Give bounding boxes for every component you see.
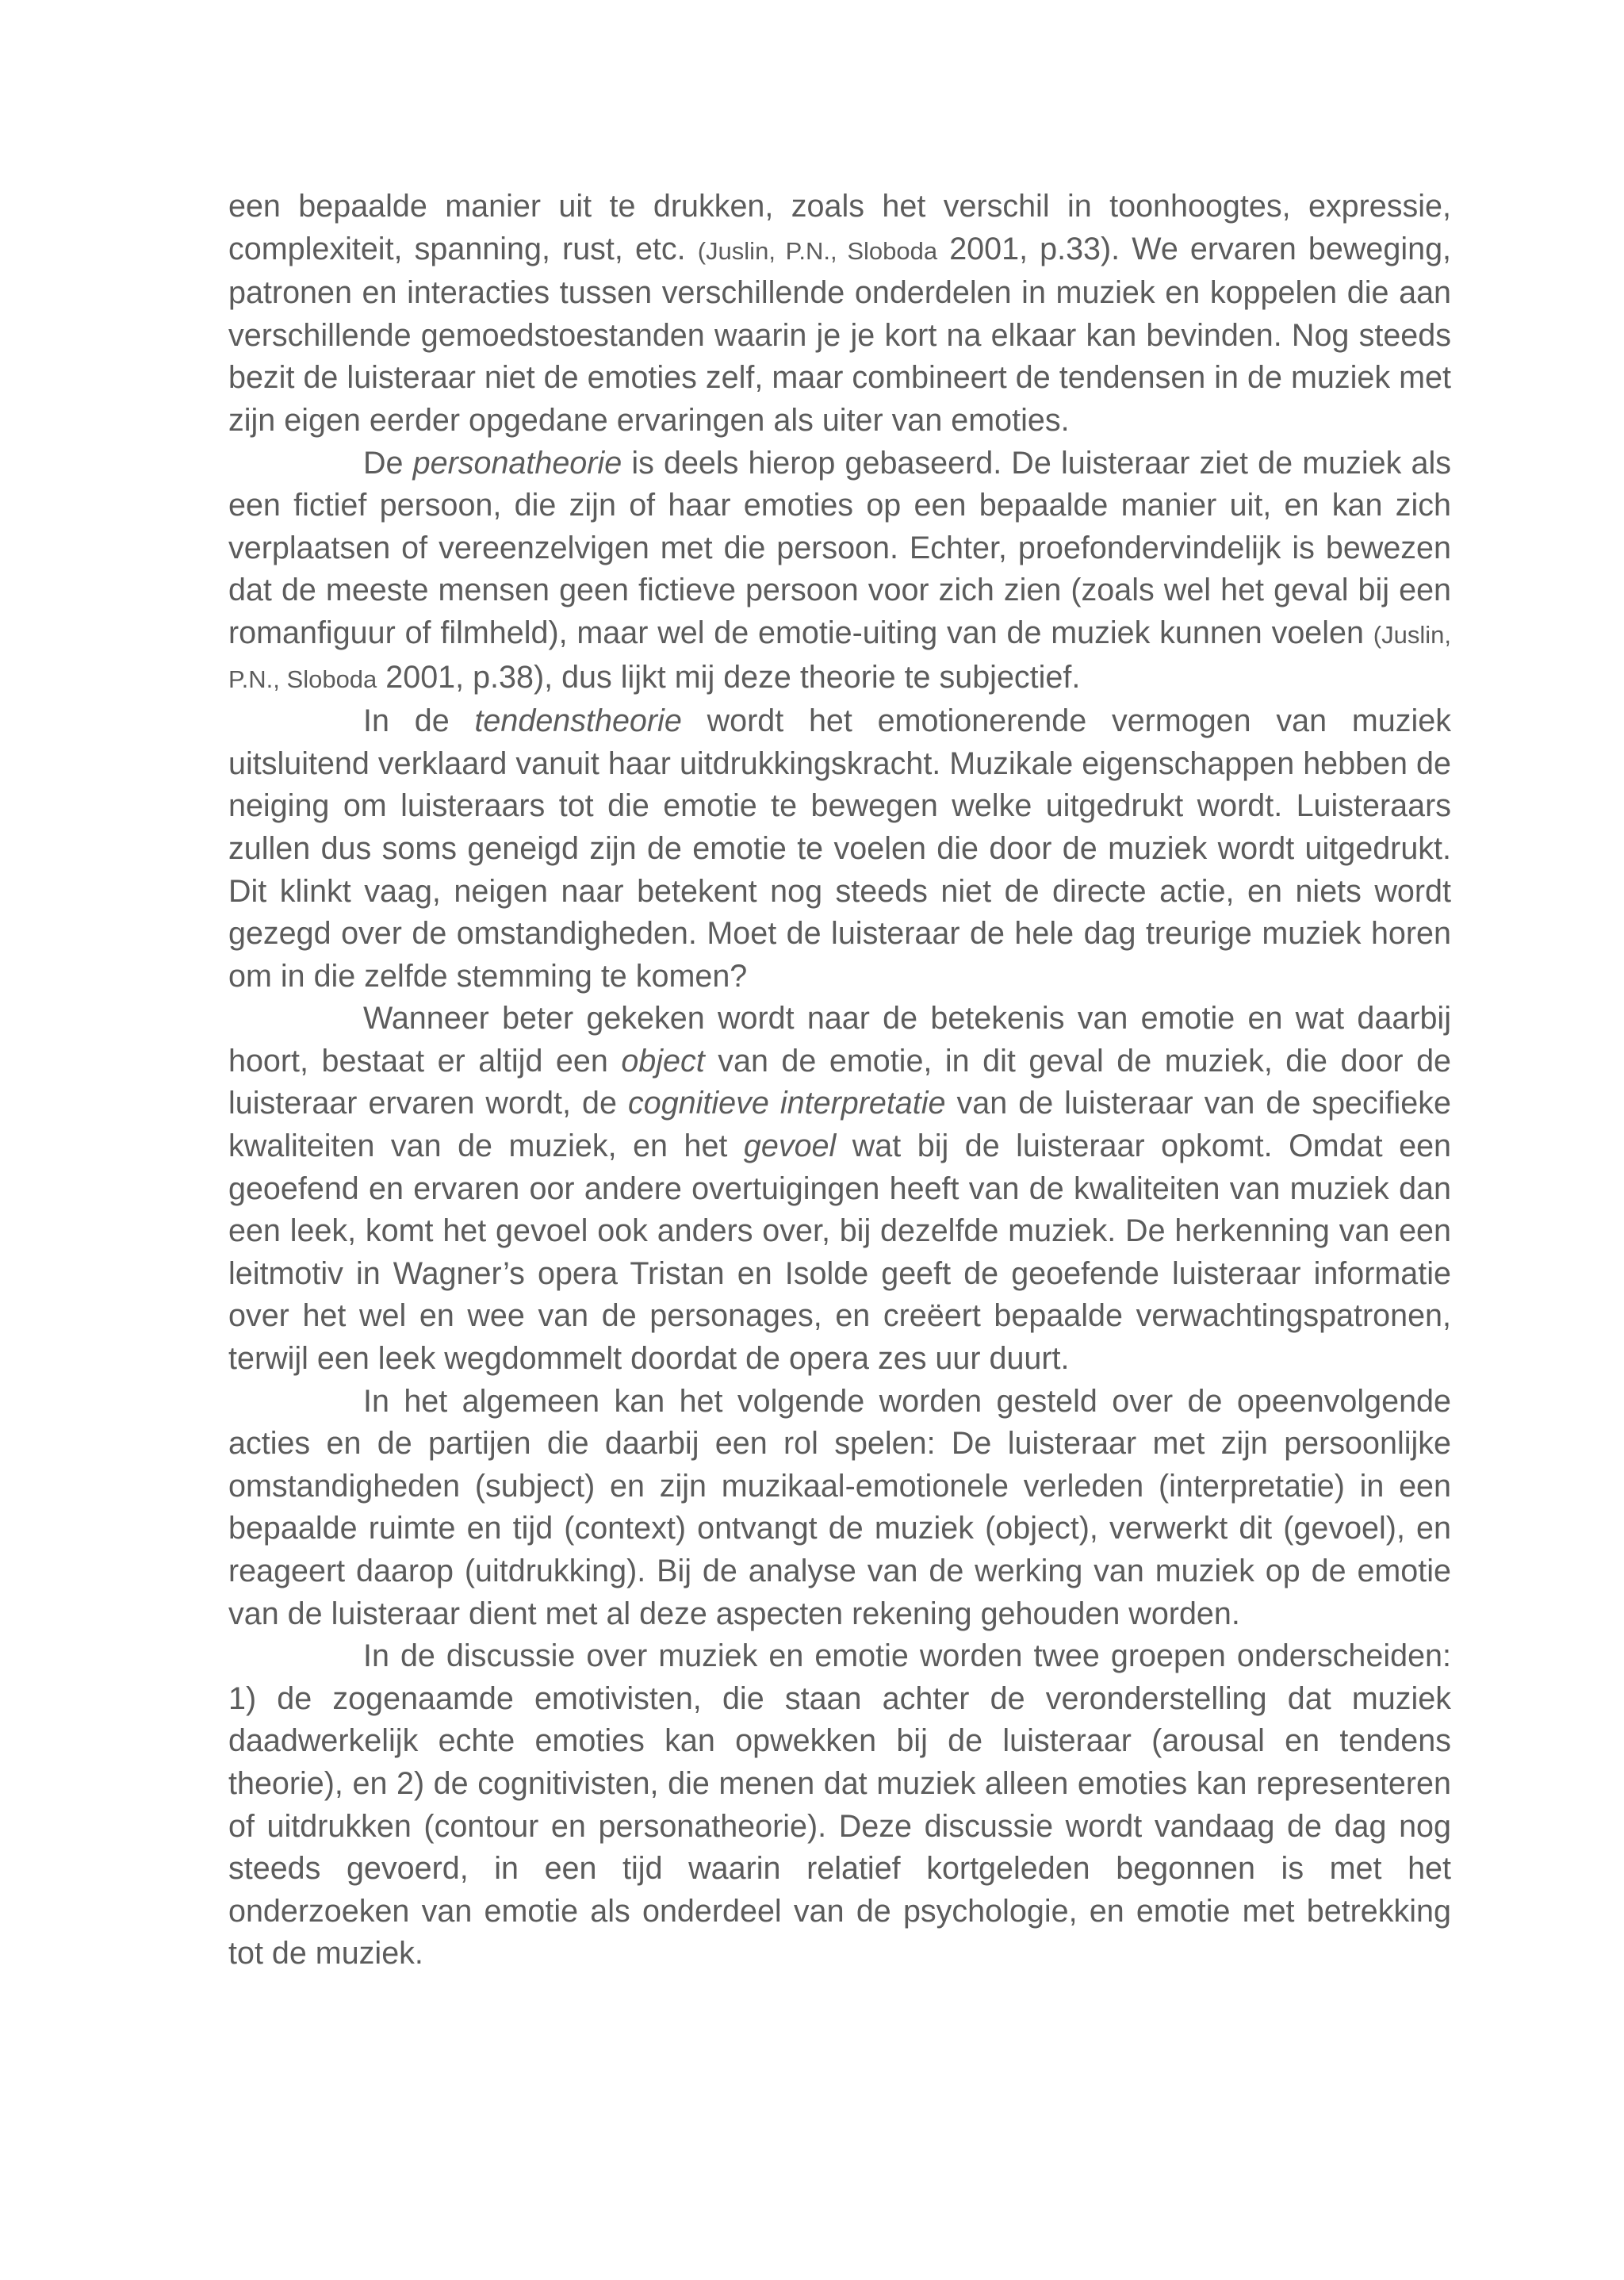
- paragraph-5: [228, 1381, 1451, 1636]
- paragraph-1: [228, 186, 1451, 443]
- body-text: [228, 186, 1451, 1975]
- text-segment: wordt het emotionerende vermogen van muziek uitsluitend verklaard vanuit haar uitdrukkingskracht. Muzikale eigenschappen hebben de neiging om luisteraars tot die emotie te bewegen welke uitgedrukt wordt. Luisteraars zullen dus soms geneigd zijn de emotie te voelen die door de muziek wordt uitgedrukt. Dit klinkt vaag, neigen naar betekent nog steeds niet de directe actie, en niets wordt gezegd over de omstandigheden. Moet de luisteraar de hele dag treurige muziek horen om in die zelfde stemming te komen?: [228, 703, 1451, 994]
- text-segment: In het algemeen kan het volgende worden gesteld over de opeenvolgende acties en de partijen die daarbij een rol spelen: De luisteraar met zijn persoonlijke omstandigheden (subject) en zijn muzikaal-emotionele verleden (interpretatie) in een bepaalde ruimte en tijd (context) ontvangt de muziek (object), verwerkt dit (gevoel), en reageert daarop (uitdrukking). Bij de analyse van de werking van muziek op de emotie van de luisteraar dient met al deze aspecten rekening gehouden worden.: [228, 1383, 1451, 1631]
- text-segment: Wanneer beter gekeken wordt naar de betekenis van emotie en wat daarbij hoort, bestaat er altijd een: [228, 1001, 1451, 1079]
- text-segment: een bepaalde manier uit te drukken, zoals het verschil in toonhoogtes, expressie, complexiteit, spanning, rust, etc.: [228, 189, 1451, 266]
- citation: (Juslin, P.N., Sloboda: [228, 620, 1451, 693]
- emphasis-term: cognitieve interpretatie: [628, 1086, 946, 1121]
- paragraph-3: [228, 700, 1451, 998]
- text-segment: In de: [363, 703, 475, 739]
- emphasis-term: object: [621, 1043, 705, 1079]
- text-segment: In de discussie over muziek en emotie worden twee groepen onderscheiden: 1) de zogenaamde emotivisten, die staan achter de veronderstelling dat muziek daadwerkelijk echte emoties kan opwekken bij de luisteraar (arousal en tendens theorie), en 2) de cognitivisten, die menen dat muziek alleen emoties kan representeren of uitdrukken (contour en personatheorie). Deze discussie wordt vandaag de dag nog steeds gevoerd, in een tijd waarin relatief kortgeleden begonnen is met het onderzoeken van emotie als onderdeel van de psychologie, en emotie met betrekking tot de muziek.: [228, 1638, 1451, 1972]
- emphasis-term: personatheorie: [412, 445, 622, 481]
- paragraph-2: [228, 443, 1451, 701]
- paragraph-6: [228, 1635, 1451, 1975]
- text-segment: wat bij de luisteraar opkomt. Omdat een geoefend en ervaren oor andere overtuigingen heeft van de kwaliteiten van muziek dan een leek, komt het gevoel ook anders over, bij dezelfde muziek. De herkenning van een leitmotiv in Wagner’s opera Tristan en Isolde geeft de geoefende luisteraar informatie over het wel en wee van de personages, en creëert bepaalde verwachtingspatronen, terwijl een leek wegdommelt doordat de opera zes uur duurt.: [228, 1129, 1452, 1377]
- emphasis-term: gevoel: [743, 1129, 837, 1164]
- text-segment: 2001, p.38), dus lijkt mij deze theorie te subjectief.: [377, 659, 1081, 695]
- text-segment: 2001, p.33). We ervaren beweging, patronen en interacties tussen verschillende onderdelen in muziek en koppelen die aan verschillende gemoedstoestanden waarin je je kort na elkaar kan bevinden. Nog steeds bezit de luisteraar niet de emoties zelf, maar combineert de tendensen in de muziek met zijn eigen eerder opgedane ervaringen als uiter van emoties.: [228, 231, 1452, 438]
- text-segment: van de luisteraar van de specifieke kwaliteiten van de muziek, en het: [228, 1086, 1451, 1164]
- paragraph-4: [228, 998, 1451, 1380]
- text-segment: van de emotie, in dit geval de muziek, die door de luisteraar ervaren wordt, de: [228, 1043, 1452, 1121]
- text-segment: is deels hierop gebaseerd. De luisteraar ziet de muziek als een fictief persoon, die zijn of haar emoties op een bepaalde manier uit, en kan zich verplaatsen of vereenzelvigen met die persoon. Echter, proefondervindelijk is bewezen dat de meeste mensen geen fictieve persoon voor zich zien (zoals wel het geval bij een romanfiguur of filmheld), maar wel de emotie-uiting van de muziek kunnen voelen: [228, 445, 1451, 650]
- text-segment: De: [363, 445, 413, 481]
- emphasis-term: tendenstheorie: [474, 703, 682, 739]
- citation: (Juslin, P.N., Sloboda: [697, 236, 938, 265]
